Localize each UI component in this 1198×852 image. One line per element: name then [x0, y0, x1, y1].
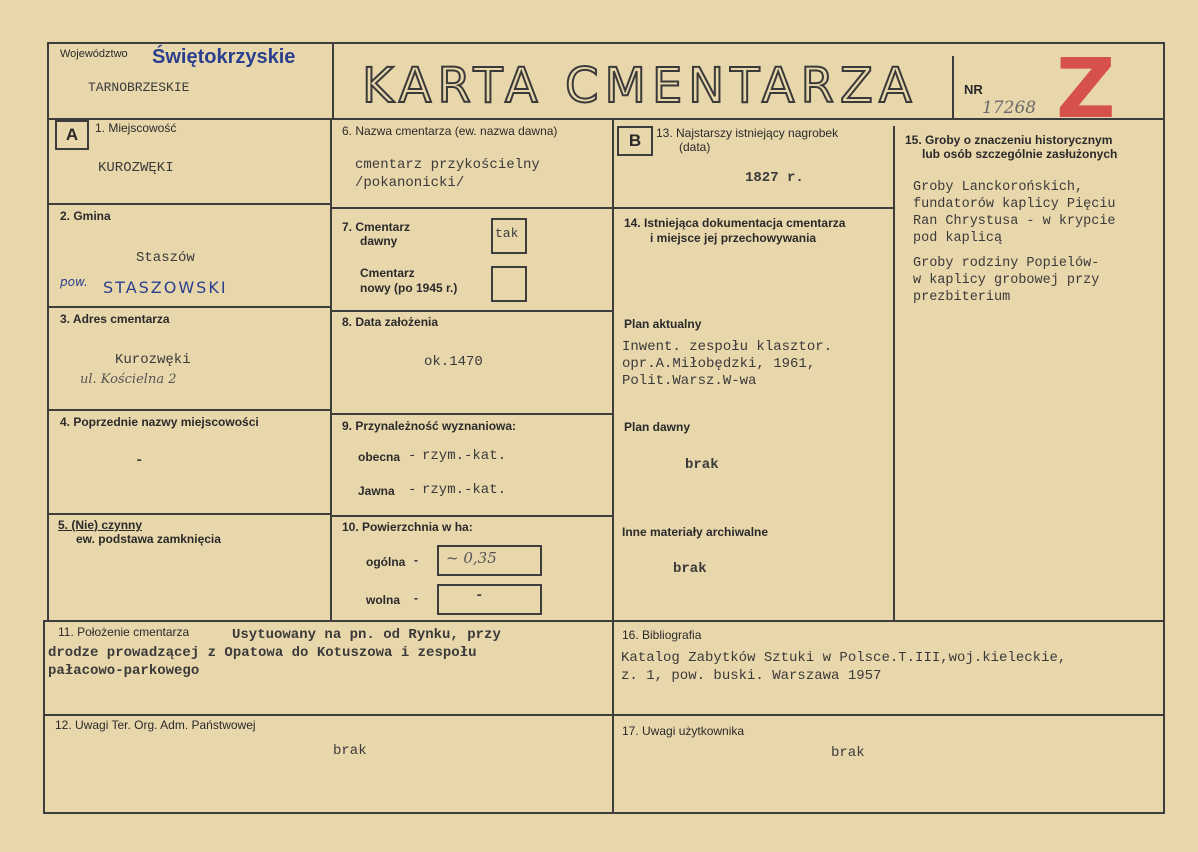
rule-a1: [47, 203, 332, 205]
field3-value: Kurozwęki: [115, 352, 191, 368]
field1-label: 1. Miejscowość: [95, 121, 177, 135]
field14-plan-dawny-label: Plan dawny: [624, 420, 691, 434]
field7-nowy-checkbox: [491, 266, 527, 302]
field6-label: 6. Nazwa cmentarza (ew. nazwa dawna): [342, 124, 558, 138]
rule-a4: [47, 513, 332, 515]
field9-jawna-dash: -: [408, 482, 417, 498]
col-divider-2: [612, 118, 614, 814]
field6-value-1: cmentarz przykościelny: [355, 157, 540, 173]
field14-label-1: 14. Istniejąca dokumentacja cmentarza: [624, 216, 846, 230]
frame-left: [47, 42, 49, 622]
rule-b4: [330, 515, 614, 517]
rule-a2: [47, 306, 332, 308]
field11-line1: Usytuowany na pn. od Rynku, przy: [232, 627, 501, 643]
field4-label: 4. Poprzednie nazwy miejscowości: [60, 415, 259, 429]
header-rule: [47, 118, 1165, 120]
frame-bottom: [43, 812, 1165, 814]
frame-top: [47, 42, 1165, 44]
field14-label-2: i miejsce jej przechowywania: [650, 231, 817, 245]
field16-line1: Katalog Zabytków Sztuki w Polsce.T.III,woj.kieleckie,: [621, 650, 1067, 666]
field2-note-prefix: pow.: [60, 275, 88, 289]
field2-label: 2. Gmina: [60, 209, 111, 223]
header-divider-2: [952, 56, 954, 120]
frame-left-lower: [43, 620, 45, 814]
field10-ogolna-label: ogólna: [366, 555, 406, 569]
voivodeship-stamp: Świętokrzyskie: [152, 46, 296, 68]
field15-para2-line1: Groby rodziny Popielów-: [913, 256, 1100, 271]
field16-line2: z. 1, pow. buski. Warszawa 1957: [621, 668, 882, 684]
rule-lower-top: [45, 620, 1165, 622]
rule-lower-mid: [45, 714, 1165, 716]
rule-a3: [47, 409, 332, 411]
col-divider-1: [330, 118, 332, 622]
field15-label-2: lub osób szczególnie zasłużonych: [922, 147, 1118, 161]
field3-note: ul. Kościelna 2: [80, 372, 177, 387]
field10-ogolna-dash: -: [414, 553, 418, 567]
field9-obecna-label: obecna: [358, 450, 401, 464]
field7-label-dawny-2: dawny: [360, 234, 398, 248]
field11-line3: pałacowo-parkowego: [48, 663, 200, 679]
field10-wolna-value: -: [475, 588, 484, 604]
field17-value: brak: [831, 745, 865, 761]
field7-dawny-value: tak: [495, 226, 519, 241]
nr-label: NR: [964, 82, 983, 97]
field12-label: 12. Uwagi Ter. Org. Adm. Państwowej: [55, 718, 256, 732]
field2-note: STASZOWSKI: [103, 278, 228, 297]
field13-label-2: (data): [679, 140, 711, 154]
field10-wolna-box: [437, 584, 542, 615]
section-a-box: A: [55, 120, 89, 150]
field3-label: 3. Adres cmentarza: [60, 312, 170, 326]
card-title: KARTA CMENTARZA: [362, 58, 918, 114]
field10-label: 10. Powierzchnia w ha:: [342, 520, 473, 534]
field16-label: 16. Bibliografia: [622, 628, 702, 642]
field15-para1-line3: Ran Chrystusa - w krypcie: [913, 214, 1116, 229]
field6-value-2: /pokanonicki/: [355, 175, 465, 191]
field12-value: brak: [333, 743, 367, 759]
rule-c1: [612, 207, 895, 209]
field15-label-1: 15. Groby o znaczeniu historycznym: [905, 133, 1113, 147]
field5-label: 5. (Nie) czynny: [58, 518, 143, 532]
field7-label-nowy-2: nowy (po 1945 r.): [360, 281, 458, 295]
field14-plan-aktualny-3: Polit.Warsz.W-wa: [622, 373, 757, 389]
header-divider-1: [332, 42, 334, 120]
field1-value: KUROZWĘKI: [98, 160, 174, 176]
field14-plan-aktualny-1: Inwent. zespołu klasztor.: [622, 339, 833, 355]
field11-label: 11. Położenie cmentarza: [58, 625, 190, 639]
field7-label-nowy-1: Cmentarz: [360, 266, 415, 280]
field2-value: Staszów: [136, 250, 195, 266]
field9-obecna-value: rzym.-kat.: [422, 448, 507, 464]
voivodeship-label: Województwo: [60, 48, 128, 60]
rule-b2: [330, 310, 614, 312]
frame-right: [1163, 42, 1165, 814]
field15-para2-line3: prezbiterium: [913, 290, 1011, 305]
nr-value: 17268: [982, 98, 1037, 118]
field9-jawna-label: Jawna: [358, 484, 395, 498]
rule-b3: [330, 413, 614, 415]
field10-ogolna-value: ~ 0,35: [446, 549, 497, 567]
field14-plan-aktualny-2: opr.A.Miłobędzki, 1961,: [622, 356, 816, 372]
field7-label-dawny-1: 7. Cmentarz: [342, 220, 411, 234]
field15-para2-line2: w kaplicy grobowej przy: [913, 273, 1100, 288]
field14-plan-aktualny-label: Plan aktualny: [624, 317, 702, 331]
field11-line2: drodze prowadzącej z Opatowa do Kotuszowa i zespołu: [48, 645, 477, 661]
field8-label: 8. Data założenia: [342, 315, 439, 329]
field14-inne-value: brak: [673, 561, 707, 577]
section-b-box: B: [617, 126, 653, 156]
rule-b1: [330, 207, 614, 209]
field9-obecna-dash: -: [408, 448, 417, 464]
stamp-letter-z: Z: [1056, 42, 1116, 137]
field13-label-1: 13. Najstarszy istniejący nagrobek: [656, 126, 839, 140]
field14-plan-dawny-value: brak: [685, 457, 719, 473]
field9-label: 9. Przynależność wyznaniowa:: [342, 419, 517, 433]
field8-value: ok.1470: [424, 354, 483, 370]
field15-para1-line2: fundatorów kaplicy Pięciu: [913, 197, 1116, 212]
field4-value: -: [135, 453, 144, 469]
field17-label: 17. Uwagi użytkownika: [622, 724, 745, 738]
voivodeship-typed: TARNOBRZESKIE: [88, 80, 190, 95]
col-divider-3: [893, 126, 895, 622]
field15-para1-line4: pod kaplicą: [913, 231, 1003, 246]
field5-label2: ew. podstawa zamknięcia: [76, 532, 221, 546]
field10-wolna-dash: -: [414, 591, 418, 605]
field15-para1-line1: Groby Lanckorońskich,: [913, 180, 1084, 195]
field9-jawna-value: rzym.-kat.: [422, 482, 507, 498]
field10-wolna-label: wolna: [366, 593, 401, 607]
field14-inne-label: Inne materiały archiwalne: [622, 525, 769, 539]
field13-value: 1827 r.: [745, 170, 804, 186]
